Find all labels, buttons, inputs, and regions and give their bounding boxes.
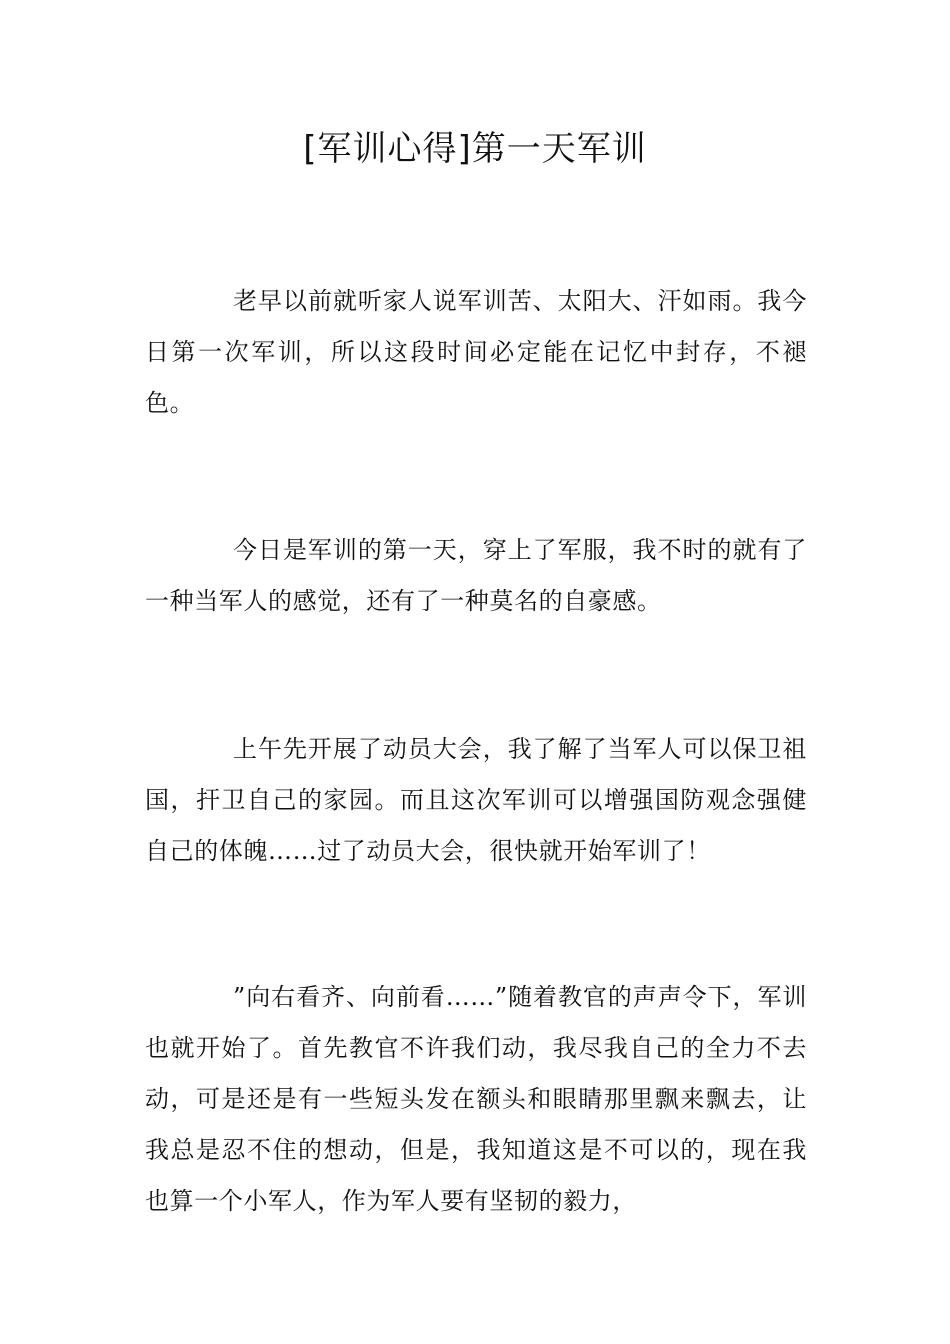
paragraph-1: 老早以前就听家人说军训苦、太阳大、汗如雨。我今日第一次军训，所以这段时间必定能在记忆中封存，不褪色。: [145, 287, 807, 417]
paragraph-3: 上午先开展了动员大会，我了解了当军人可以保卫祖国，扞卫自己的家园。而且这次军训可以增强国防观念强健自己的体魄……过了动员大会，很快就开始军训了！: [145, 735, 807, 865]
paragraph-4: ”向右看齐、向前看……”随着教官的声声令下，军训也就开始了。首先教官不许我们动，我尽我自己的全力不去动，可是还是有一些短头发在额头和眼睛那里飘来飘去，让我总是忍不住的想动，但是，我知道这是不可以的，现在我也算一个小军人，作为军人要有坚韧的毅力，: [145, 983, 807, 1215]
paragraph-2: 今日是军训的第一天，穿上了军服，我不时的就有了一种当军人的感觉，还有了一种莫名的自豪感。: [145, 536, 807, 615]
document-title: [军训心得]第一天军训: [303, 129, 647, 169]
